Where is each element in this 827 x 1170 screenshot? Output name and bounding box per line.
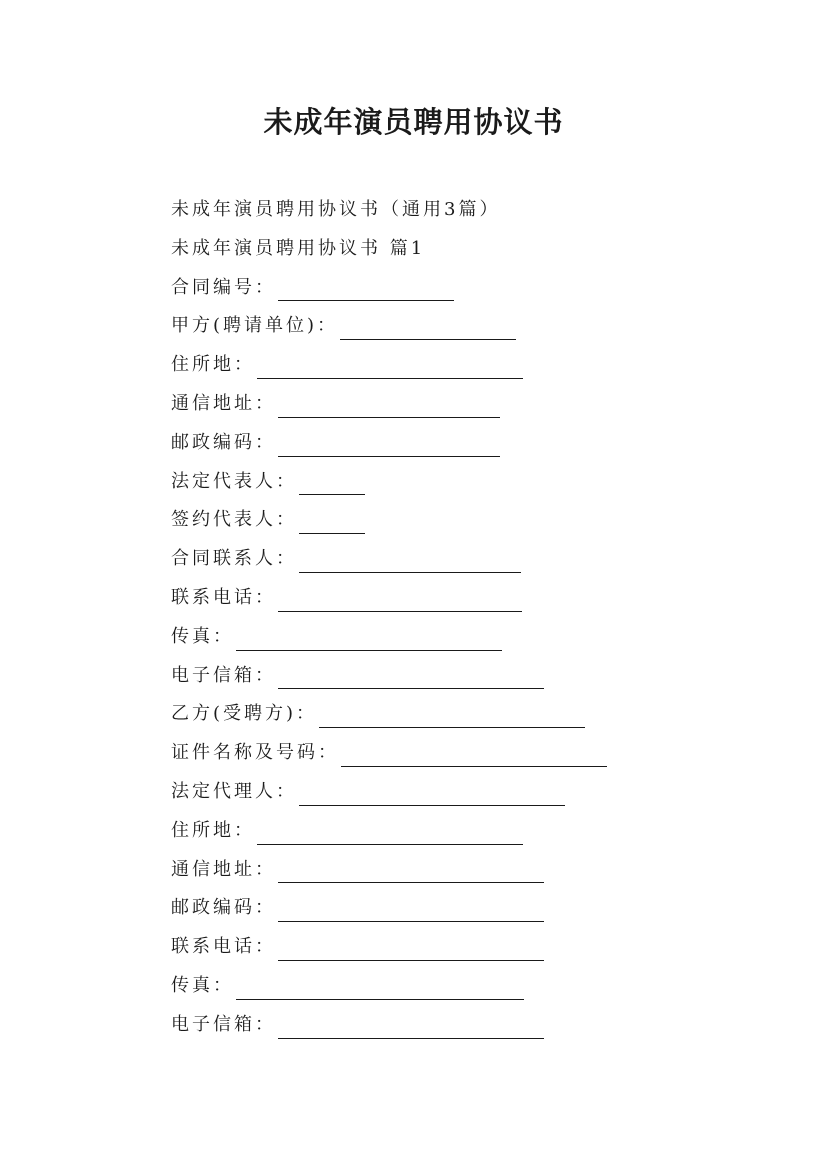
fill-blank: [299, 554, 521, 573]
subtitle-line: [171, 191, 771, 230]
fill-blank: [257, 826, 523, 845]
field-label: 法定代理人：: [171, 780, 297, 802]
fill-blank: [278, 438, 500, 457]
field-legal-guardian: [171, 773, 771, 812]
field-party-a-email: [171, 657, 771, 696]
field-party-b-mailing-address: [171, 851, 771, 890]
field-party-a-phone: [171, 579, 771, 618]
field-party-b-fax: [171, 967, 771, 1006]
fill-blank: [278, 593, 522, 612]
field-label: 联系电话：: [171, 936, 276, 958]
field-party-b-email: [171, 1006, 771, 1045]
field-party-a-postal-code: [171, 424, 771, 463]
field-id-document: [171, 734, 771, 773]
section-heading-line: [171, 230, 771, 269]
fill-blank: [278, 864, 544, 883]
section-heading: 未成年演员聘用协议书 篇1: [171, 237, 426, 259]
field-label: 传真：: [171, 974, 234, 996]
field-label: 法定代表人：: [171, 470, 297, 492]
fill-blank: [278, 670, 544, 689]
field-party-b-address: [171, 812, 771, 851]
field-label: 合同编号：: [171, 276, 276, 298]
field-label: 乙方(受聘方)：: [171, 703, 318, 725]
field-party-a-mailing-address: [171, 385, 771, 424]
field-label: 住所地：: [171, 819, 255, 841]
fill-blank: [236, 632, 502, 651]
fill-blank: [236, 981, 524, 1000]
field-label: 邮政编码：: [171, 431, 276, 453]
fill-blank: [299, 476, 365, 495]
field-label: 甲方(聘请单位)：: [171, 315, 339, 337]
fill-blank: [278, 903, 544, 922]
fill-blank: [319, 709, 585, 728]
fill-blank: [278, 282, 454, 301]
field-label: 通信地址：: [171, 392, 276, 414]
fill-blank: [340, 321, 516, 340]
field-party-a-address: [171, 346, 771, 385]
field-contract-number: [171, 269, 771, 308]
field-label: 签约代表人：: [171, 509, 297, 531]
subtitle: 未成年演员聘用协议书（通用3篇）: [171, 199, 501, 220]
field-party-a-fax: [171, 618, 771, 657]
field-party-b-postal-code: [171, 889, 771, 928]
field-contract-contact: [171, 540, 771, 579]
field-label: 通信地址：: [171, 858, 276, 880]
fill-blank: [278, 1020, 544, 1039]
field-label: 邮政编码：: [171, 897, 276, 919]
field-party-a: [171, 307, 771, 346]
field-label: 电子信箱：: [171, 664, 276, 686]
field-label: 传真：: [171, 625, 234, 647]
document-title: 未成年演员聘用协议书: [263, 105, 564, 139]
field-label: 证件名称及号码：: [171, 742, 339, 764]
fill-blank: [341, 748, 607, 767]
field-label: 住所地：: [171, 354, 255, 376]
fill-blank: [278, 399, 500, 418]
fill-blank: [299, 515, 365, 534]
fill-blank: [278, 942, 544, 961]
fill-blank: [299, 787, 565, 806]
field-label: 合同联系人：: [171, 548, 297, 570]
field-label: 电子信箱：: [171, 1013, 276, 1035]
field-label: 联系电话：: [171, 586, 276, 608]
field-signing-representative: [171, 501, 771, 540]
field-legal-representative: [171, 463, 771, 502]
fill-blank: [257, 360, 523, 379]
field-party-b-phone: [171, 928, 771, 967]
field-party-b: [171, 695, 771, 734]
document-body: [171, 191, 771, 1045]
